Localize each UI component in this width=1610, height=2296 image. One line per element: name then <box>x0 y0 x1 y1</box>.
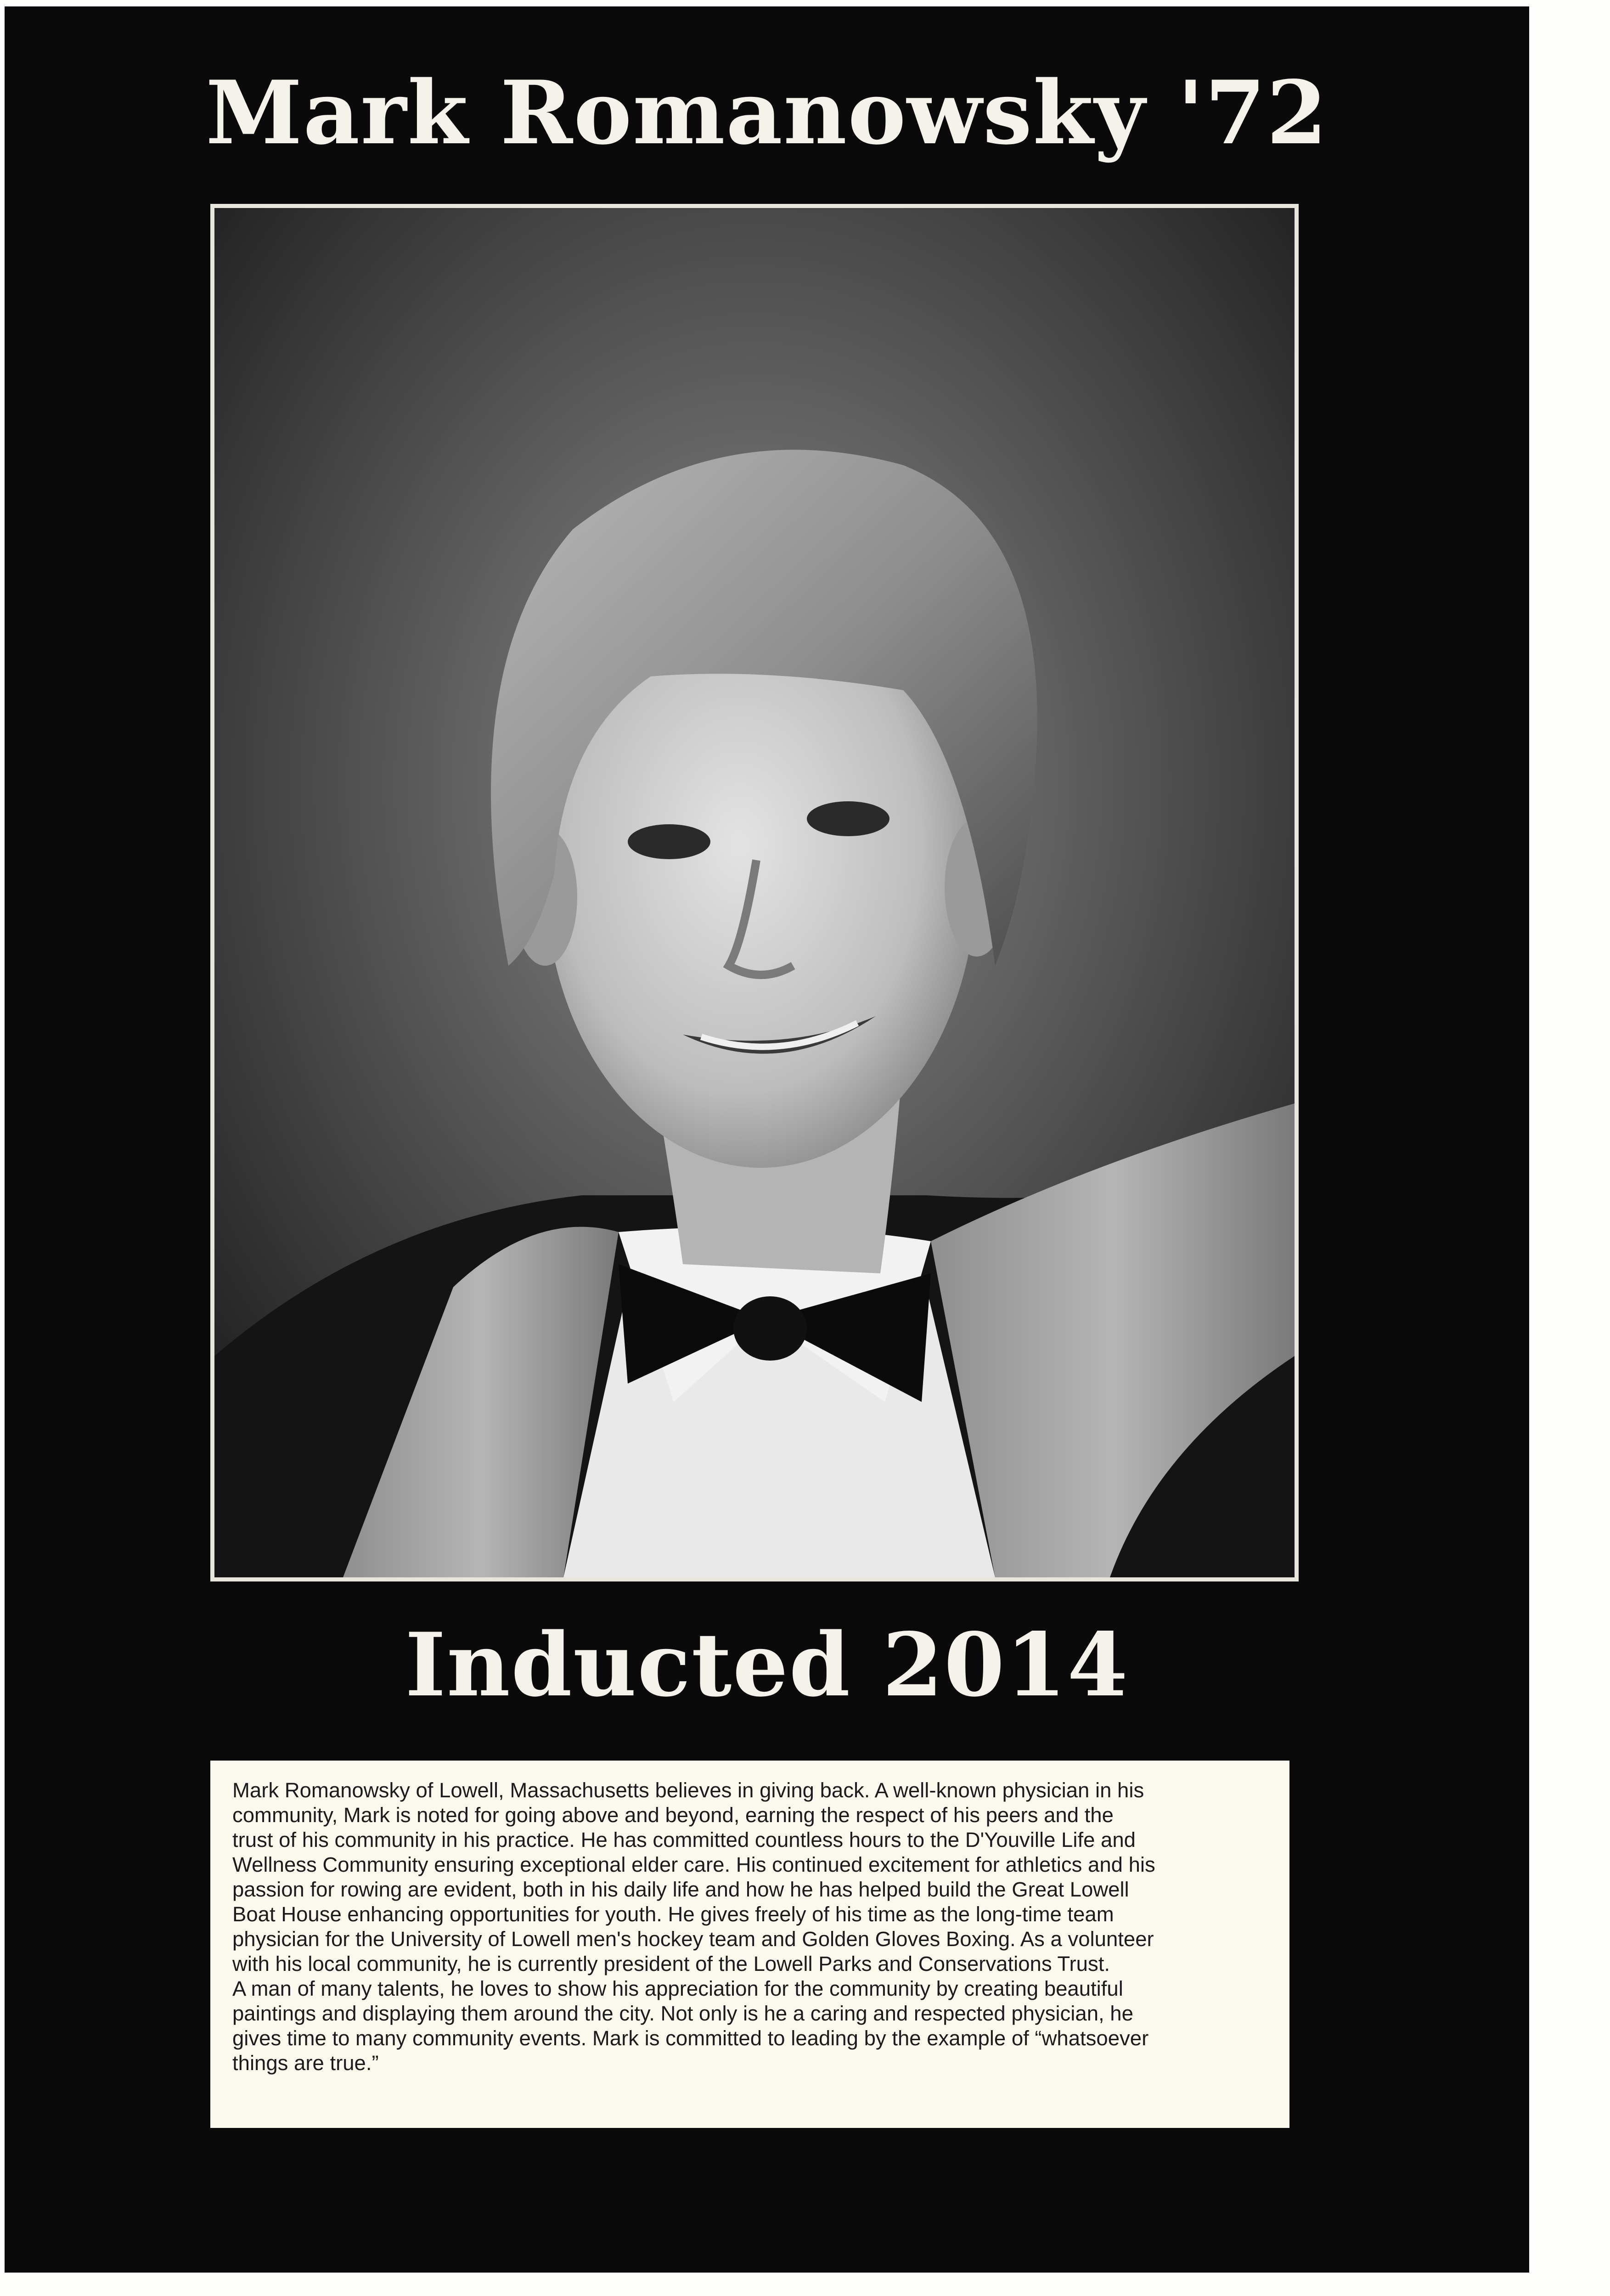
biography-text: Mark Romanowsky of Lowell, Massachusetts believes in giving back. A well-known physician in his community, Mark is noted for going above and beyond, earning the respect of his peers and the trust of his community in his practice. He has committed countless hours to the D'Youville Life and Wellness Community ensuring exceptional elder care. His continued excitement for athletics and his passion for rowing are evident, both in his daily life and how he has helped build the Great Lowell Boat House enhancing opportunities for youth. He gives freely of his time as the long-time team physician for the University of Lowell men's hockey team and Golden Gloves Boxing. As a volunteer with his local community, he is currently president of the Lowell Parks and Conservations Trust. A man of many talents, he loves to show his appreciation for the community by creating beautiful paintings and displaying them around the city. Not only is he a caring and respected physician, he gives time to many community events. Mark is committed to leading by the example of “whatsoever things are true.” <box>232 1778 1155 2075</box>
biography-panel <box>210 1761 1289 2128</box>
inductee-name-heading: Mark Romanowsky '72 <box>205 62 1329 164</box>
portrait-photo-frame <box>210 204 1299 1581</box>
hall-of-fame-plaque <box>5 6 1529 2273</box>
portrait-photo-icon <box>214 208 1295 1577</box>
induction-year-heading: Inducted 2014 <box>405 1614 1129 1716</box>
